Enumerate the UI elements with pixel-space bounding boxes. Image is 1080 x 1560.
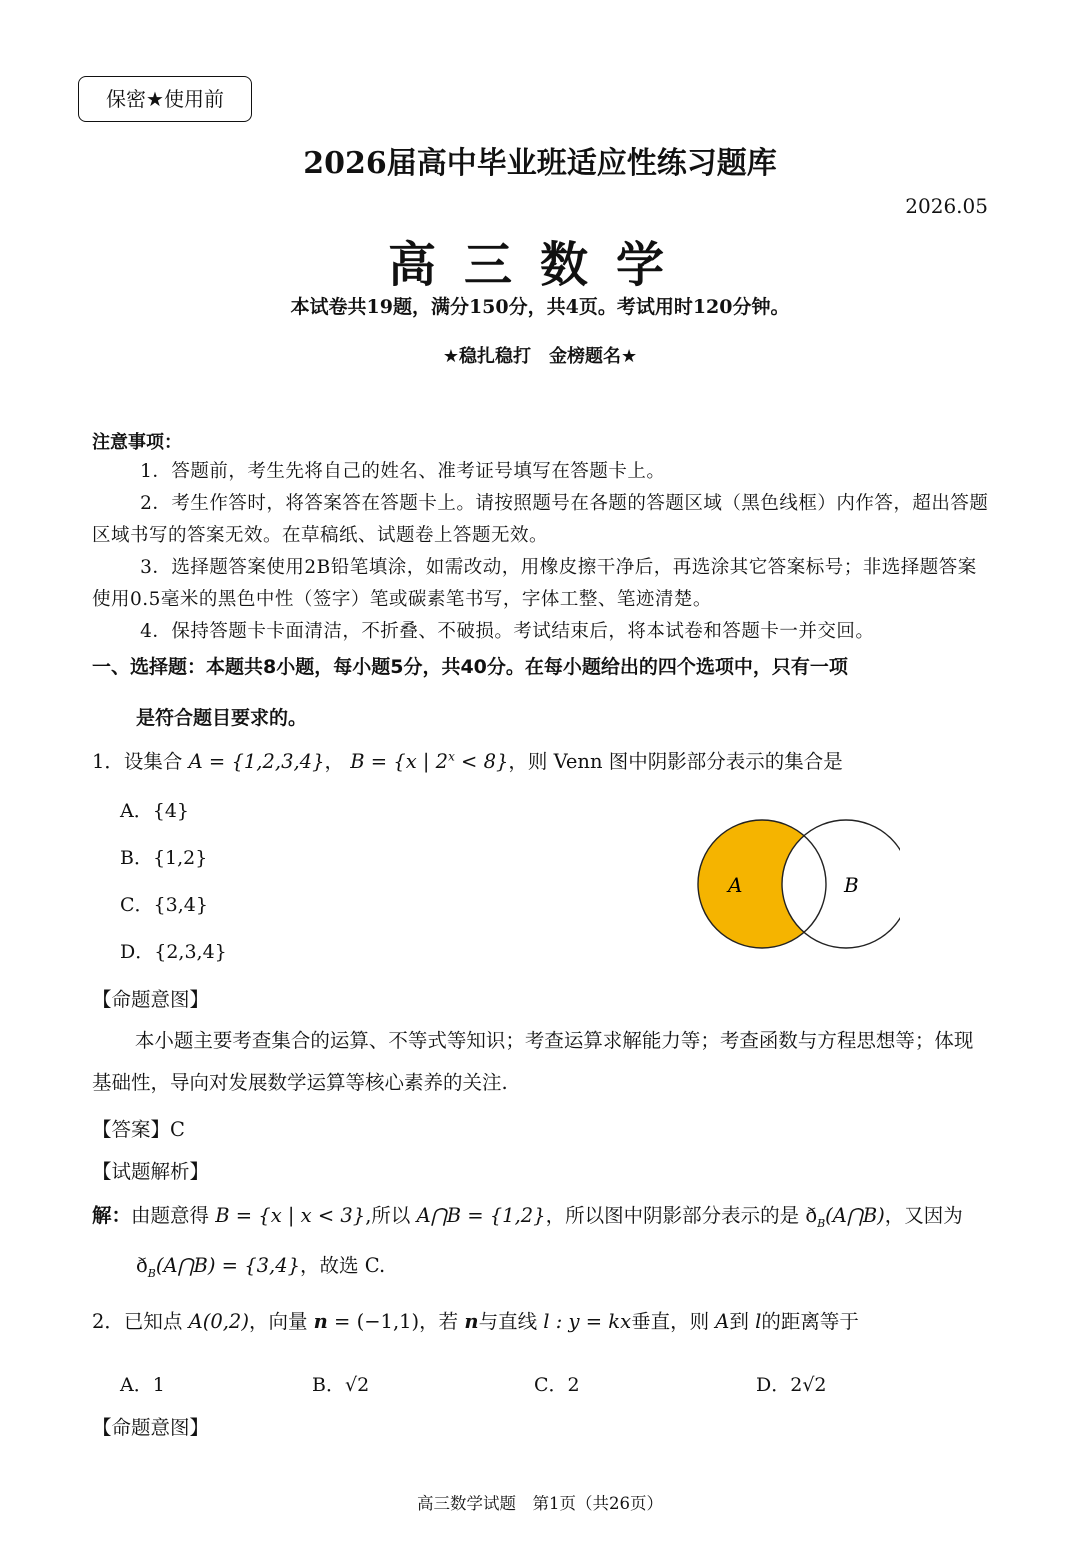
q1-answer: 【答案】C xyxy=(92,1118,185,1141)
notice-item-1: 1．答题前，考生先将自己的姓名、准考证号填写在答题卡上。 xyxy=(140,461,666,482)
q1-intent-text: 本小题主要考查集合的运算、不等式等知识；考查运算求解能力等；考查函数与方程思想等；体现基础性，导向对发展数学运算等核心素养的关注. xyxy=(92,1029,974,1094)
q1-option-b: B．{1,2} xyxy=(120,847,208,869)
q1-option-a: A．{4} xyxy=(120,800,189,822)
venn-label-b: B xyxy=(844,873,859,897)
section-heading-cont: 是符合题目要求的。 xyxy=(136,707,308,729)
set-b-expr: B = {x | $2^x < 8$} xyxy=(350,749,509,773)
notice-item-3: 3．选择题答案使用2B铅笔填涂，如需改动，用橡皮擦干净后，再选涂其它答案标号；非选择题答案使用0.5毫米的黑色中性（签字）笔或碳素笔书写，字体工整、笔迹清楚。 xyxy=(92,557,977,610)
venn-label-a: A xyxy=(728,873,743,897)
question-number: 1． xyxy=(92,750,124,773)
confidential-badge: 保密★使用前 xyxy=(78,76,252,122)
q1-option-d: D．{2,3,4} xyxy=(120,941,227,963)
section-heading: 一、选择题：本题共8小题，每小题5分，共40分。在每小题给出的四个选项中，只有一项 xyxy=(92,656,848,678)
question-number: 2． xyxy=(92,1310,124,1333)
q2-option-c: C．2 xyxy=(534,1374,580,1396)
exam-info: 本试卷共19题，满分150分，共4页。考试用时120分钟。 xyxy=(290,296,790,318)
q1-solution-line-2: $ð_B(A⋂B) = \{3,4\}$，故选 C. xyxy=(136,1254,386,1280)
q1-option-c: C．{3,4} xyxy=(120,894,208,916)
q2-intent-label: 【命题意图】 xyxy=(92,1416,210,1439)
subject-title: 高三数学 xyxy=(387,237,692,293)
notice-item-2: 2．考生作答时，将答案答在答题卡上。请按照题号在各题的答题区域（黑色线框）内作答，超出答题区域书写的答案无效。在草稿纸、试题卷上答题无效。 xyxy=(92,493,989,546)
q1-analysis-label: 【试题解析】 xyxy=(92,1160,210,1183)
notice-title: 注意事项： xyxy=(92,432,182,453)
bank-title: 2026届高中毕业班适应性练习题库 xyxy=(303,146,777,181)
question-2-stem: 2．已知点 A(0,2)，向量 n = (−1,1)，若 n与直线 l : y = kx垂直，则 A到 l的距离等于 xyxy=(92,1310,859,1333)
exam-date: 2026.05 xyxy=(905,194,988,218)
question-1-stem: 1．设集合 A = {1,2,3,4}， B = {x | $2^x < 8$}，则 Venn 图中阴影部分表示的集合是 xyxy=(92,749,843,773)
q1-intent-label: 【命题意图】 xyxy=(92,988,210,1011)
motto: ★稳扎稳打 金榜题名★ xyxy=(442,346,638,367)
notice-item-4: 4．保持答题卡卡面清洁，不折叠、不破损。考试结束后，将本试卷和答题卡一并交回。 xyxy=(140,621,875,642)
q2-option-a: A．1 xyxy=(120,1374,165,1396)
q2-option-d: D．2√2 xyxy=(756,1374,827,1396)
venn-diagram xyxy=(690,806,900,956)
q1-solution-line-1: 解：由题意得 B = {x | x < 3},所以 A⋂B = {1,2}，所以图中阴影部分表示的是 $ð_B(A⋂B)$，又因为 xyxy=(92,1204,963,1230)
q2-option-b: B．√2 xyxy=(312,1374,370,1396)
set-a-expr: A = {1,2,3,4} xyxy=(188,750,325,773)
page-footer: 高三数学试题 第1页（共26页） xyxy=(417,1494,663,1513)
